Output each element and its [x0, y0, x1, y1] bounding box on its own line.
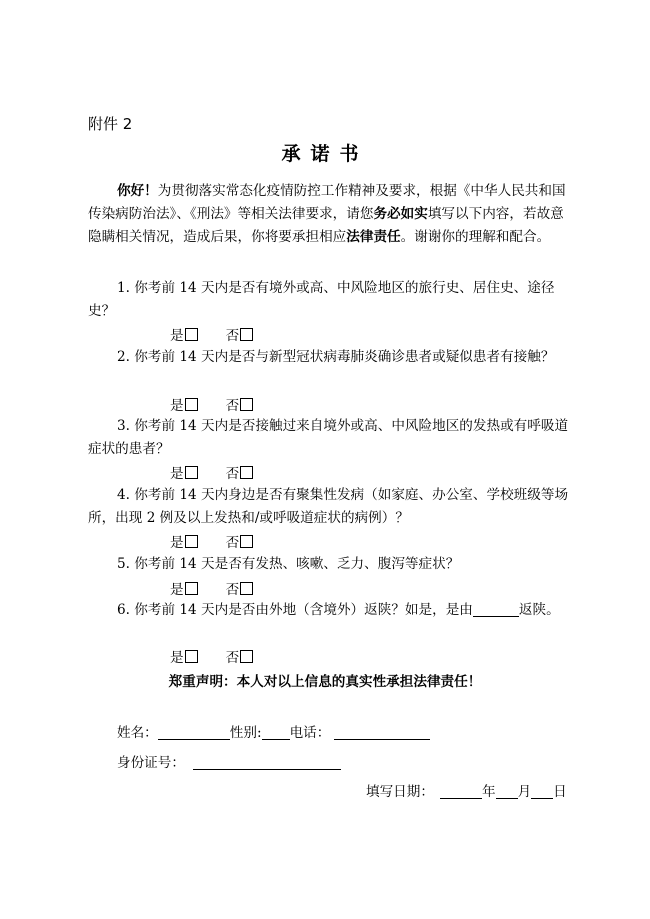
intro-paragraph [88, 180, 576, 249]
name-row [117, 721, 430, 741]
intro-text-2: 填写以下内容，若故意隐瞒相关情况，造成后果，你将要承担相应 [88, 206, 564, 245]
no-label: 否 [225, 466, 240, 482]
page-title: 承诺书 [281, 143, 369, 165]
phone-label: 电话： [289, 725, 331, 741]
greeting: 你好！ [117, 183, 158, 199]
return-origin-input[interactable] [473, 602, 519, 617]
no-checkbox[interactable] [240, 398, 253, 411]
name-label: 姓名： [117, 725, 158, 741]
question-6 [88, 599, 576, 622]
declaration: 郑重声明：本人对以上信息的真实性承担法律责任！ [168, 674, 482, 690]
question-4: 4. 你考前 14 天内身边是否有聚集性发病（如家庭、办公室、学校班级等场所，出现 2 例及以上发热和/或呼吸道症状的病例）？ [88, 487, 569, 526]
no-checkbox[interactable] [240, 582, 253, 595]
question-6-text-b: 返陕。 [518, 602, 560, 618]
id-row [117, 751, 341, 771]
no-label: 否 [225, 328, 240, 344]
date-row [366, 780, 567, 800]
yes-checkbox[interactable] [185, 398, 198, 411]
intro-text-1: 为贯彻落实常态化疫情防控工作精神及要求，根据《中华人民共和国传染病防治法》、《刑法》等相关法律要求，请您 [88, 183, 566, 222]
yes-label: 是 [170, 650, 184, 666]
day-label: 日 [553, 784, 567, 800]
intro-text-3: 。谢谢你的理解和配合。 [400, 229, 551, 245]
phone-input[interactable] [334, 725, 430, 740]
question-2: 2. 你考前 14 天内是否与新型冠状病毒肺炎确诊患者或疑似患者有接触？ [117, 349, 555, 365]
month-label: 月 [517, 784, 532, 800]
question-3: 3. 你考前 14 天内是否接触过来自境外或高、中风险地区的发热或有呼吸道症状的患者？ [88, 418, 569, 457]
question-5: 5. 你考前 14 天是否有发热、咳嗽、乏力、腹泻等症状？ [117, 556, 460, 572]
yes-checkbox[interactable] [185, 650, 198, 663]
intro-emphasis-2: 法律责任 [346, 229, 401, 245]
year-input[interactable] [440, 784, 482, 799]
gender-label: 性别: [229, 725, 262, 741]
yes-checkbox[interactable] [185, 582, 198, 595]
year-label: 年 [481, 784, 496, 800]
yes-label: 是 [170, 398, 184, 414]
no-checkbox[interactable] [240, 650, 253, 663]
no-checkbox[interactable] [240, 535, 253, 548]
attachment-label: 附件 2 [88, 115, 133, 133]
day-input[interactable] [531, 784, 553, 799]
question-6-text-a: 6. 你考前 14 天内是否由外地（含境外）返陕？如是，是由 [117, 602, 473, 618]
answer-row-4 [170, 531, 253, 551]
yes-checkbox[interactable] [185, 466, 198, 479]
answer-row-3 [170, 462, 253, 482]
intro-emphasis-1: 务必如实 [373, 206, 428, 222]
yes-label: 是 [170, 535, 184, 551]
date-label: 填写日期： [366, 784, 434, 800]
yes-label: 是 [170, 328, 184, 344]
no-label: 否 [225, 650, 240, 666]
yes-checkbox[interactable] [185, 535, 198, 548]
answer-row-1 [170, 324, 253, 344]
id-number-input[interactable] [193, 755, 341, 770]
no-checkbox[interactable] [240, 466, 253, 479]
answer-row-2 [170, 394, 253, 414]
no-checkbox[interactable] [240, 328, 253, 341]
gender-input[interactable] [262, 725, 290, 740]
answer-row-5 [170, 578, 253, 598]
no-label: 否 [225, 398, 240, 414]
yes-label: 是 [170, 582, 184, 598]
question-1: 1. 你考前 14 天内是否有境外或高、中风险地区的旅行史、居住史、途径史？ [88, 280, 555, 319]
no-label: 否 [225, 582, 240, 598]
yes-checkbox[interactable] [185, 328, 198, 341]
id-label: 身份证号： [117, 755, 185, 771]
no-label: 否 [225, 535, 240, 551]
month-input[interactable] [496, 784, 518, 799]
name-input[interactable] [158, 725, 230, 740]
yes-label: 是 [170, 466, 184, 482]
answer-row-6 [170, 646, 253, 666]
